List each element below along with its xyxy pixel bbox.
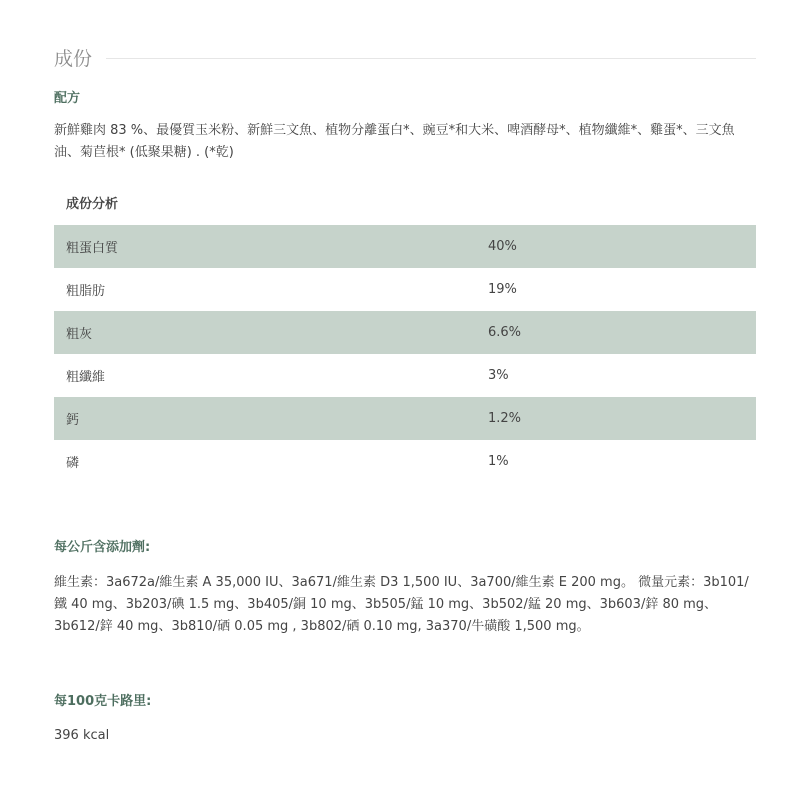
formula-text: 新鮮雞肉 83 %、最優質玉米粉、新鮮三文魚、植物分離蛋白*、豌豆*和大米、啤酒酵母*、植物纖維*、雞蛋*、三文魚油、菊苣根* (低聚果糖) . (*乾): [54, 123, 735, 160]
nutrient-name: 鈣: [66, 413, 80, 428]
table-row: [54, 268, 756, 311]
section-title-row: [54, 42, 756, 72]
nutrient-value: 19%: [488, 282, 517, 297]
analysis-table: [54, 225, 756, 483]
additives-text: 維生素：3a672a/維生素 A 35,000 IU、3a671/維生素 D3 1,500 IU、3a700/維生素 E 200 mg。 微量元素：3b101/鐵 40 mg、3b203/碘 1.5 mg、3b405/銅 10 mg、3b505/錳 10 mg、3b502/錳 20 mg、3b603/鋅 80 mg、3b612/鋅 40 mg、3b810/硒 0.05 mg , 3b802/硒 0.10 mg, 3a370/牛磺酸 1,500 mg。: [54, 575, 749, 634]
analysis-title: 成份分析: [66, 197, 119, 212]
nutrient-value: 1.2%: [488, 411, 522, 426]
nutrient-name: 粗脂肪: [66, 284, 106, 299]
nutrient-name: 粗蛋白質: [66, 241, 119, 256]
nutrient-name: 磷: [66, 456, 80, 471]
table-row: [54, 397, 756, 440]
additives-heading: 每公斤含添加劑:: [54, 540, 151, 555]
nutrient-value: 6.6%: [488, 325, 522, 340]
table-row: [54, 311, 756, 354]
table-row: [54, 225, 756, 268]
title-divider: [106, 58, 756, 59]
nutrient-value: 1%: [488, 454, 509, 469]
table-row: [54, 440, 756, 483]
calories-heading: 每100克卡路里:: [54, 694, 152, 709]
nutrient-value: 40%: [488, 239, 517, 254]
nutrient-name: 粗纖維: [66, 370, 106, 385]
table-row: [54, 354, 756, 397]
formula-heading: 配方: [54, 91, 81, 106]
nutrient-value: 3%: [488, 368, 509, 383]
section-title: 成份: [54, 47, 93, 70]
nutrient-name: 粗灰: [66, 327, 93, 342]
calories-value: 396 kcal: [54, 728, 110, 743]
